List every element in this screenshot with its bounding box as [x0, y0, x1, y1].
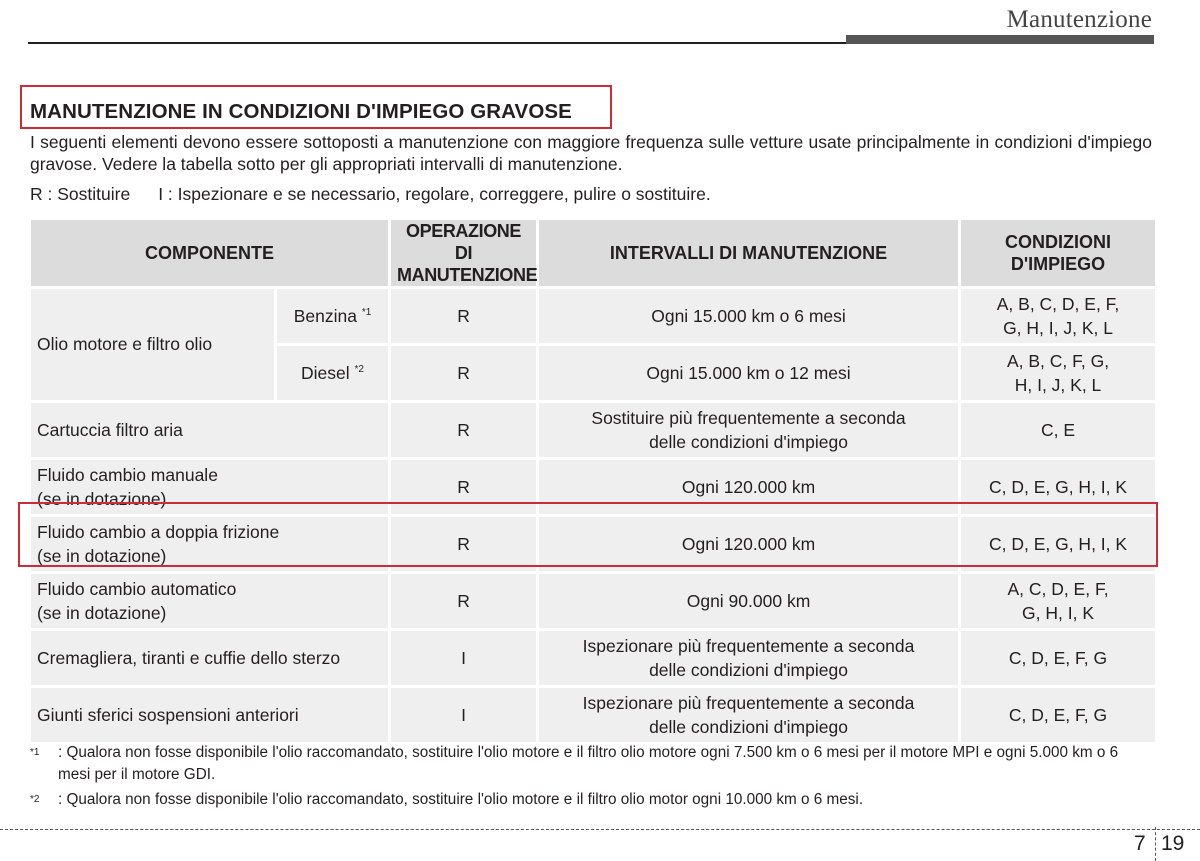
header-component: COMPONENTE — [31, 220, 388, 286]
oil-component: Olio motore e filtro olio — [31, 289, 274, 400]
maintenance-table — [28, 217, 1158, 745]
interval-cell: Sostituire più frequentemente a seconda delle condizioni d'impiego — [539, 403, 958, 457]
footnote-text: : Qualora non fosse disponibile l'olio raccomandato, sostituire l'olio motore e il filtro olio motore ogni 7.500 km o 6 mesi per il motore MPI e ogni 5.000 km o 6 mesi per il motore GDI. — [58, 744, 1119, 783]
page-number: 19 — [1161, 832, 1185, 855]
header-interval: INTERVALLI DI MANUTENZIONE — [539, 220, 958, 286]
conditions-cell: C, D, E, G, H, I, K — [961, 460, 1155, 514]
footnote — [30, 742, 1155, 788]
interval-cell: Ogni 15.000 km o 6 mesi — [539, 289, 958, 343]
conditions-cell: C, D, E, F, G — [961, 688, 1155, 742]
table-row — [31, 403, 1155, 457]
operation-cell: I — [391, 631, 536, 685]
conditions-cell: C, D, E, F, G — [961, 631, 1155, 685]
header-bar — [846, 35, 1154, 44]
oil-variant-benzina: Benzina $^{*1}$ — [277, 289, 388, 343]
component-cell: Fluido cambio automatico (se in dotazione) — [31, 574, 388, 628]
section-title-highlight — [20, 85, 612, 129]
footnote — [30, 789, 1155, 811]
footnote-text: : Qualora non fosse disponibile l'olio raccomandato, sostituire l'olio motore e il filtro olio motor ogni 10.000 km o 6 mesi. — [58, 791, 864, 808]
interval-cell: Ogni 120.000 km — [539, 460, 958, 514]
interval-cell: Ispezionare più frequentemente a seconda delle condizioni d'impiego — [539, 631, 958, 685]
component-cell: Cartuccia filtro aria — [31, 403, 388, 457]
operation-cell: I — [391, 688, 536, 742]
footnote-mark: *2 — [30, 794, 40, 805]
legend-replace: R : Sostituire — [30, 184, 131, 204]
component-cell: Fluido cambio manuale (se in dotazione) — [31, 460, 388, 514]
legend-inspect: I : Ispezionare e se necessario, regolare, correggere, pulire o sostituire. — [158, 184, 711, 204]
operation-cell: R — [391, 460, 536, 514]
operation-cell: R — [391, 574, 536, 628]
interval-cell: Ogni 120.000 km — [539, 517, 958, 571]
operation-cell: R — [391, 403, 536, 457]
component-cell: Fluido cambio a doppia frizione (se in dotazione) — [31, 517, 388, 571]
conditions-cell: C, D, E, G, H, I, K — [961, 517, 1155, 571]
operation-cell: R — [391, 517, 536, 571]
interval-cell: Ispezionare più frequentemente a seconda delle condizioni d'impiego — [539, 688, 958, 742]
conditions-cell: C, E — [961, 403, 1155, 457]
operation-cell: R — [391, 289, 536, 343]
table-row — [31, 688, 1155, 742]
component-cell: Cremagliera, tiranti e cuffie dello sterzo — [31, 631, 388, 685]
conditions-cell: A, B, C, D, E, F, G, H, I, J, K, L — [961, 289, 1155, 343]
header-conditions: CONDIZIONI D'IMPIEGO — [961, 220, 1155, 286]
section-number: 7 — [1134, 832, 1146, 855]
conditions-cell: A, C, D, E, F, G, H, I, K — [961, 574, 1155, 628]
footnote-mark: *1 — [30, 747, 40, 758]
conditions-cell: A, B, C, F, G, H, I, J, K, L — [961, 346, 1155, 400]
intro-paragraph: I seguenti elementi devono essere sottoposti a manutenzione con maggiore frequenza sulle vetture usate principalmente in condizioni d'impiego gravose. Vedere la tabella sotto per gli appropriati intervalli di manutenzione. — [30, 132, 1152, 174]
row-highlight-box — [18, 502, 1158, 567]
legend — [30, 184, 711, 205]
footer-rule — [0, 829, 1200, 830]
page-divider — [1155, 827, 1156, 861]
operation-cell: R — [391, 346, 536, 400]
interval-cell: Ogni 90.000 km — [539, 574, 958, 628]
oil-variant-diesel: Diesel $^{*2}$ — [277, 346, 388, 400]
table-row — [31, 289, 1155, 343]
table-row — [31, 631, 1155, 685]
chapter-title: Manutenzione — [1006, 6, 1152, 33]
interval-cell: Ogni 15.000 km o 12 mesi — [539, 346, 958, 400]
section-title: MANUTENZIONE IN CONDIZIONI D'IMPIEGO GRAVOSE — [30, 100, 572, 123]
table-row — [31, 574, 1155, 628]
header-operation: OPERAZIONE DI MANUTENZIONE — [391, 220, 536, 286]
table-header-row — [31, 220, 1155, 286]
component-cell: Giunti sferici sospensioni anteriori — [31, 688, 388, 742]
